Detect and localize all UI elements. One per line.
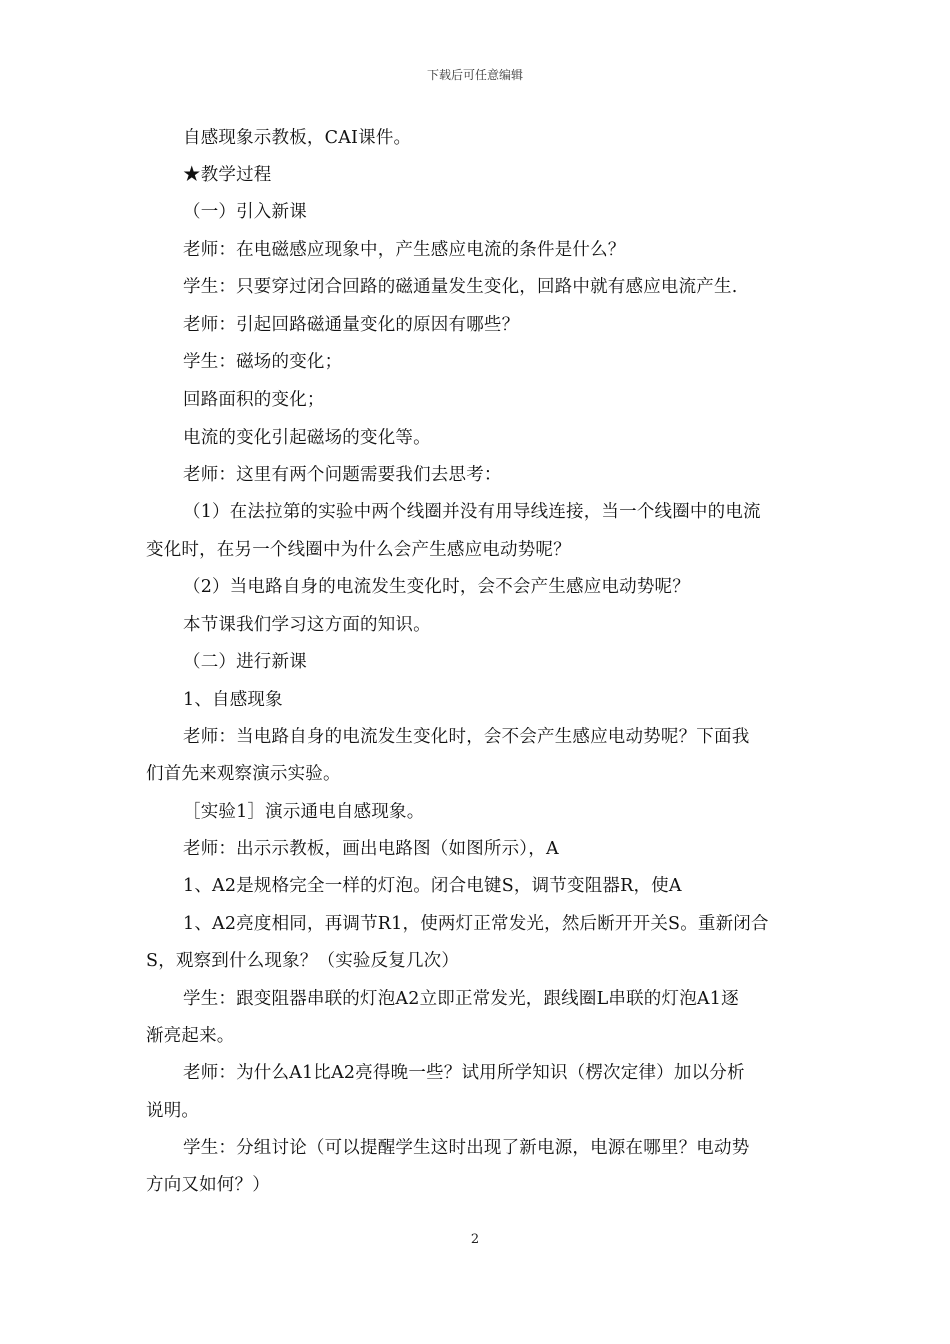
text-line: 学生：分组讨论（可以提醒学生这时出现了新电源，电源在哪里？电动势 xyxy=(183,1138,750,1158)
text-line: 1、A2是规格完全一样的灯泡。闭合电键S，调节变阻器R，使A xyxy=(183,876,682,896)
text-line: 学生：磁场的变化； xyxy=(183,352,343,372)
text-line: 们首先来观察演示实验。 xyxy=(146,764,341,784)
text-line: 回路面积的变化； xyxy=(183,390,325,410)
text-line: 老师：为什么A1比A2亮得晚一些？试用所学知识（楞次定律）加以分析 xyxy=(183,1063,745,1083)
text-line: S，观察到什么现象？（实验反复几次） xyxy=(146,951,460,971)
text-line: 方向又如何？） xyxy=(146,1175,270,1195)
text-line: 学生：只要穿过闭合回路的磁通量发生变化，回路中就有感应电流产生. xyxy=(183,277,738,297)
page-header: 下载后可任意编辑 xyxy=(426,68,523,82)
text-line: 渐亮起来。 xyxy=(146,1026,235,1046)
text-line: 自感现象示教板，CAI课件。 xyxy=(183,128,412,148)
text-line: 老师：这里有两个问题需要我们去思考： xyxy=(183,465,502,485)
text-line: ［实验1］演示通电自感现象。 xyxy=(183,802,425,822)
subsection-heading: （二）进行新课 xyxy=(183,652,307,672)
text-line: 老师：出示示教板，画出电路图（如图所示），A xyxy=(183,839,559,859)
text-line: 学生：跟变阻器串联的灯泡A2立即正常发光，跟线圈L串联的灯泡A1逐 xyxy=(183,989,739,1009)
page-number: 2 xyxy=(470,1232,480,1247)
text-line: 说明。 xyxy=(146,1101,200,1121)
text-line: 本节课我们学习这方面的知识。 xyxy=(183,615,431,635)
section-heading: ★教学过程 xyxy=(183,165,272,185)
text-line: 老师：引起回路磁通量变化的原因有哪些？ xyxy=(183,315,520,335)
text-line: （1）在法拉第的实验中两个线圈并没有用导线连接，当一个线圈中的电流 xyxy=(183,502,761,522)
text-line: 电流的变化引起磁场的变化等。 xyxy=(183,428,431,448)
text-line: 老师：在电磁感应现象中，产生感应电流的条件是什么？ xyxy=(183,240,626,260)
subsection-heading: 1、自感现象 xyxy=(183,690,283,710)
text-line: 1、A2亮度相同，再调节R1，使两灯正常发光，然后断开开关S。重新闭合 xyxy=(183,914,769,934)
text-line: （2）当电路自身的电流发生变化时，会不会产生感应电动势呢？ xyxy=(183,577,690,597)
text-line: 老师：当电路自身的电流发生变化时，会不会产生感应电动势呢？下面我 xyxy=(183,727,750,747)
text-line: 变化时，在另一个线圈中为什么会产生感应电动势呢？ xyxy=(146,540,571,560)
subsection-heading: （一）引入新课 xyxy=(183,202,307,222)
